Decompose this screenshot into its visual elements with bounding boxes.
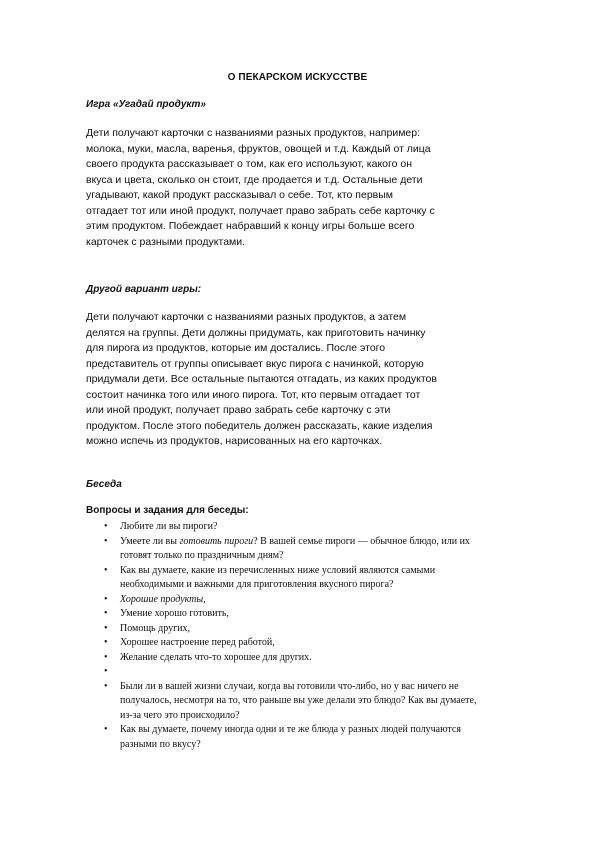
list-item xyxy=(86,680,556,724)
game-paragraph xyxy=(86,126,556,250)
bullet: • xyxy=(104,680,108,692)
paragraph-line: угадывают, какой продукт рассказывал о себе. Тот, кто первым xyxy=(86,189,394,201)
bullet: • xyxy=(104,535,108,547)
list-item xyxy=(86,622,556,637)
question-text-emphasis: готовить пироги xyxy=(179,535,254,547)
bullet: • xyxy=(104,608,108,619)
bullet: • xyxy=(104,593,108,605)
questions-heading: Вопросы и задания для беседы: xyxy=(86,505,249,516)
question-text: разными по вкусу? xyxy=(120,738,201,750)
question-text: готовят только по праздничным дням? xyxy=(120,550,284,561)
bullet: • xyxy=(104,564,108,576)
question-text: Были ли в вашей жизни случаи, когда вы готовили что-либо, но у вас ничего не xyxy=(120,680,459,692)
paragraph-line: Дети получают карточки с названиями разных продуктов, например: xyxy=(86,127,421,139)
bullet: • xyxy=(104,637,108,648)
paragraph-line: можно испечь из продуктов, нарисованных на его карточках. xyxy=(86,435,383,447)
list-item xyxy=(86,607,556,622)
paragraph-line: отгадает тот или иной продукт, получает право забрать себе карточку с xyxy=(86,204,435,217)
bullet: • xyxy=(104,521,108,532)
question-text: получалось, несмотря на то, что раньше вы уже делали это блюдо? Как вы думаете, xyxy=(120,695,477,706)
list-item xyxy=(86,535,556,564)
question-text xyxy=(120,665,556,680)
paragraph-line: этим продуктом. Побеждает набравший к концу игры больше всего xyxy=(86,220,415,232)
question-text: Хорошие продукты, xyxy=(120,593,206,605)
variant-paragraph xyxy=(86,310,556,450)
question-text: из-за чего это происходило? xyxy=(120,709,240,721)
paragraph-line: или иной продукт, получает право забрать себе карточку с эти xyxy=(86,404,391,416)
list-item xyxy=(86,593,556,608)
paragraph-line: Дети получают карточки с названиями разных продуктов, а затем xyxy=(86,311,407,323)
paragraph-line: делятся на группы. Дети должны придумать, как приготовить начинку xyxy=(86,326,426,339)
list-item xyxy=(86,651,556,666)
bullet: • xyxy=(104,622,108,634)
bullet: • xyxy=(104,724,108,735)
question-text: необходимыми и важными для приготовления вкусного пирога? xyxy=(120,579,394,590)
question-text: Умение хорошо готовить, xyxy=(120,608,229,619)
questions-list xyxy=(86,520,556,752)
game-heading: Игра «Угадай продукт» xyxy=(86,99,206,110)
paragraph-line: продуктом. После этого победитель должен рассказать, какие изделия xyxy=(86,419,433,432)
paragraph-line: состоит начинка того или иного пирога. Тот, кто первым отгадает тот xyxy=(86,388,421,401)
paragraph-line: молока, муки, масла, варенья, фруктов, овощей и т.д. Каждый от лица xyxy=(86,142,431,155)
bullet: • xyxy=(104,651,108,663)
document-title: О ПЕКАРСКОМ ИСКУССТВЕ xyxy=(227,72,368,83)
bullet: • xyxy=(104,666,108,677)
question-text: Хорошее настроение перед работой, xyxy=(120,637,275,648)
question-text-part: ? В вашей семье пироги — обычное блюдо, или их xyxy=(253,535,470,547)
paragraph-line: карточек с разными продуктами. xyxy=(86,235,246,248)
question-text: Как вы думаете, почему иногда одни и те же блюда у разных людей получаются xyxy=(120,724,461,735)
list-item xyxy=(86,636,556,651)
question-text-part: Умеете ли вы xyxy=(120,535,180,547)
paragraph-line: своего продукта рассказывает о том, как его используют, какого он xyxy=(86,158,413,170)
question-text: Любите ли вы пироги? xyxy=(120,521,218,532)
paragraph-line: представитель от группы описывает вкус пирога с начинкой, которую xyxy=(86,357,424,370)
list-item xyxy=(86,564,556,593)
variant-heading: Другой вариант игры: xyxy=(86,284,202,295)
paragraph-line: придумали дети. Все остальные пытаются отгадать, из каких продуктов xyxy=(86,373,437,385)
list-item xyxy=(86,723,556,752)
list-item xyxy=(86,665,556,680)
paragraph-line: для пирога из продуктов, которые им достались. После этого xyxy=(86,342,386,354)
question-text: Желание сделать что-то хорошее для других. xyxy=(120,651,312,663)
question-text: Как вы думаете, какие из перечисленных ниже условий являются самыми xyxy=(120,564,436,576)
question-text: Помощь других, xyxy=(120,622,191,634)
conversation-heading: Беседа xyxy=(86,479,122,490)
paragraph-line: вкуса и цвета, сколько он стоит, где продается и т.д. Остальные дети xyxy=(86,173,423,186)
question-text xyxy=(120,535,556,550)
list-item xyxy=(86,520,556,535)
